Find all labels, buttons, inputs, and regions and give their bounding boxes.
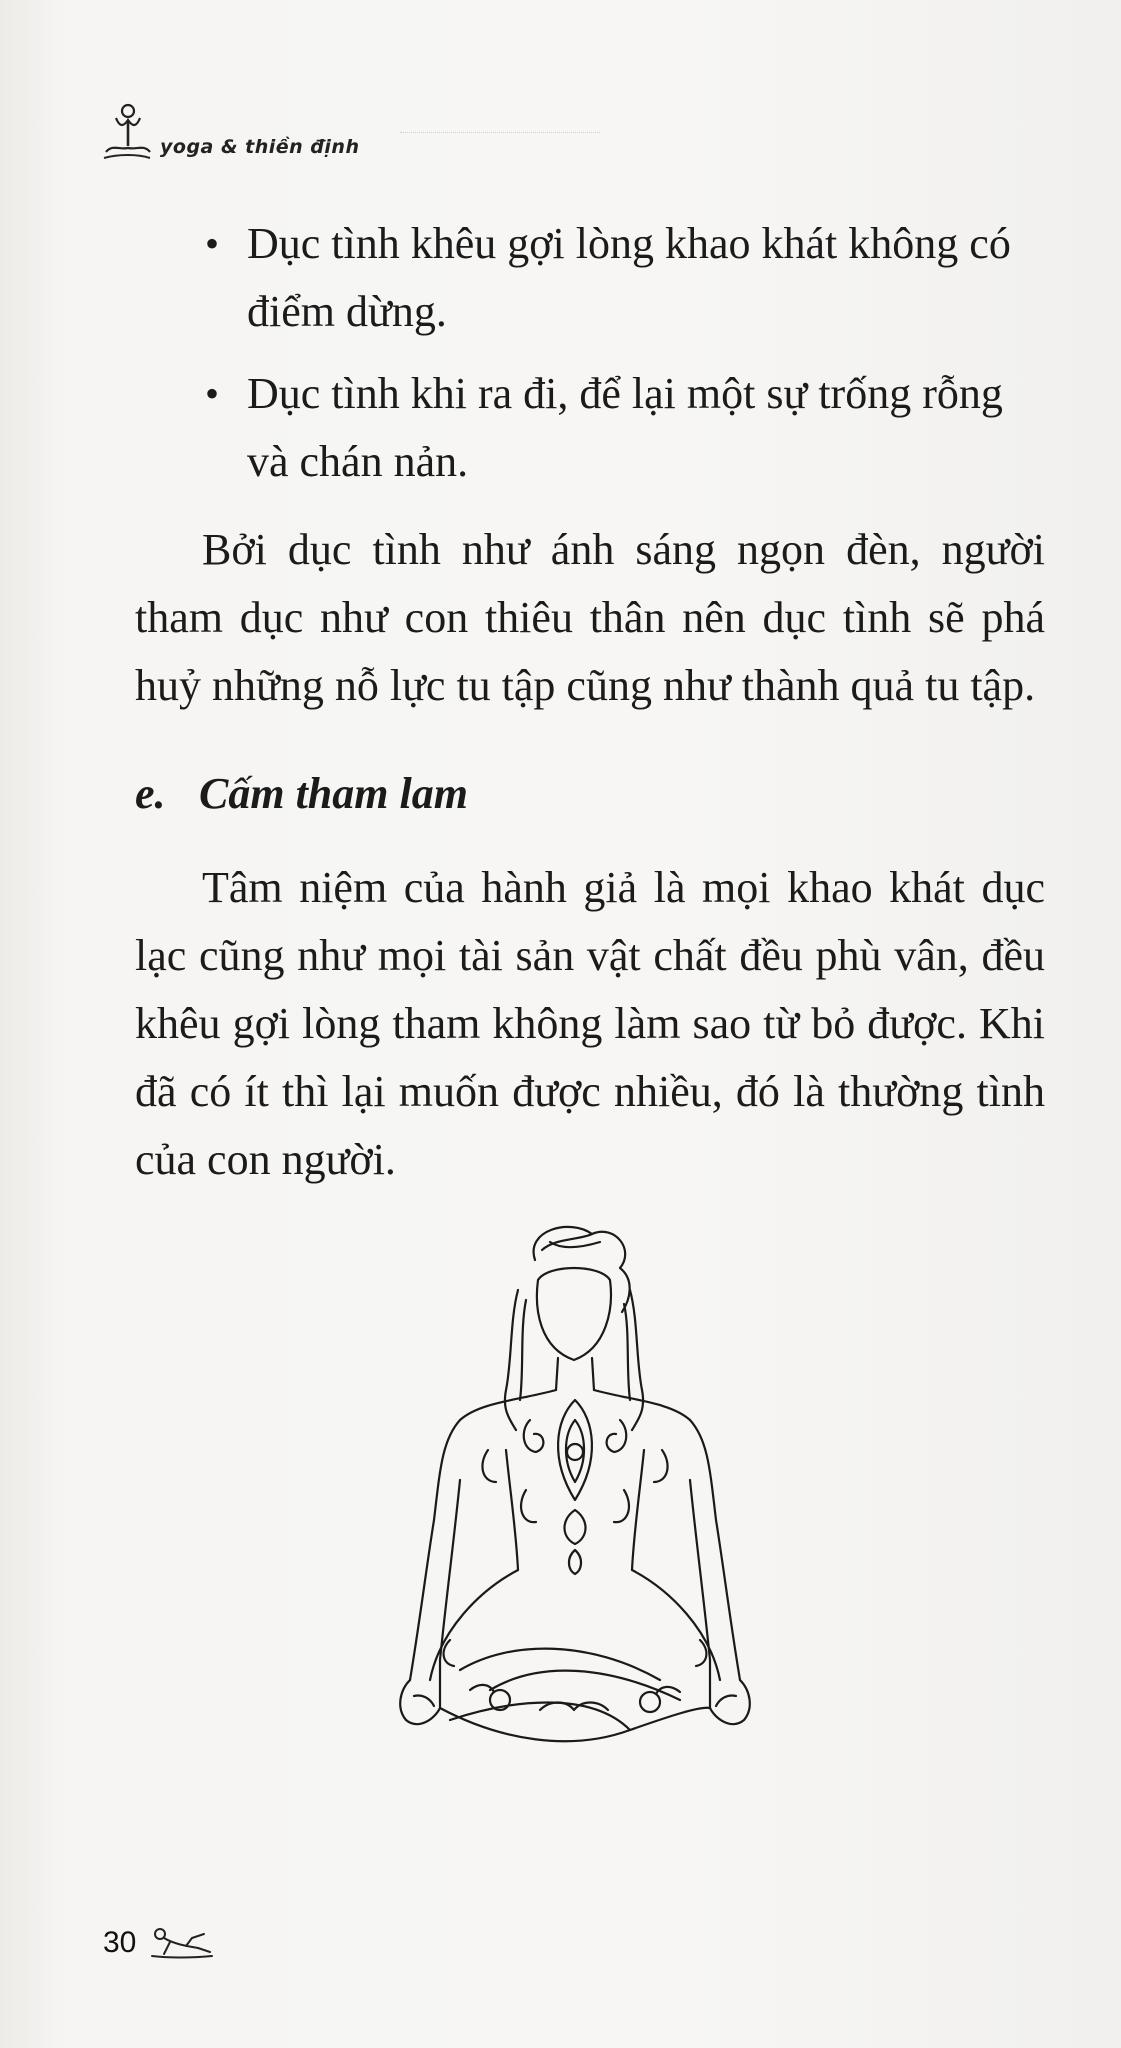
page-body bbox=[135, 210, 1045, 1194]
yoga-pose-icon bbox=[98, 102, 154, 164]
section-title: Cấm tham lam bbox=[199, 769, 468, 818]
paragraph: Bởi dục tình như ánh sáng ngọn đèn, người tham dục như con thiêu thân nên dục tình sẽ phá huỷ những nỗ lực tu tập cũng như thành quả tu tập. bbox=[135, 525, 1045, 710]
section-label: e. bbox=[135, 769, 166, 818]
bullet-item: • Dục tình khi ra đi, để lại một sự trống rỗng và chán nản. bbox=[135, 360, 1045, 496]
reclining-figure-icon bbox=[146, 1918, 216, 1964]
paragraph: Tâm niệm của hành giả là mọi khao khát dục lạc cũng như mọi tài sản vật chất đều phù vân, đều khêu gợi lòng tham không làm sao từ bỏ được. Khi đã có ít thì lại muốn được nhiều, đó là thường tình của con người. bbox=[135, 863, 1045, 1184]
page-number: 30 bbox=[103, 1926, 137, 1959]
bullet-item: • Dục tình khêu gợi lòng khao khát không có điểm dừng. bbox=[135, 210, 1045, 346]
section-heading bbox=[135, 760, 1045, 828]
meditating-figure-illustration bbox=[330, 1220, 800, 1760]
bleed-through-line bbox=[400, 132, 600, 143]
running-header bbox=[98, 100, 359, 164]
header-title: yoga & thiền định bbox=[160, 136, 360, 158]
